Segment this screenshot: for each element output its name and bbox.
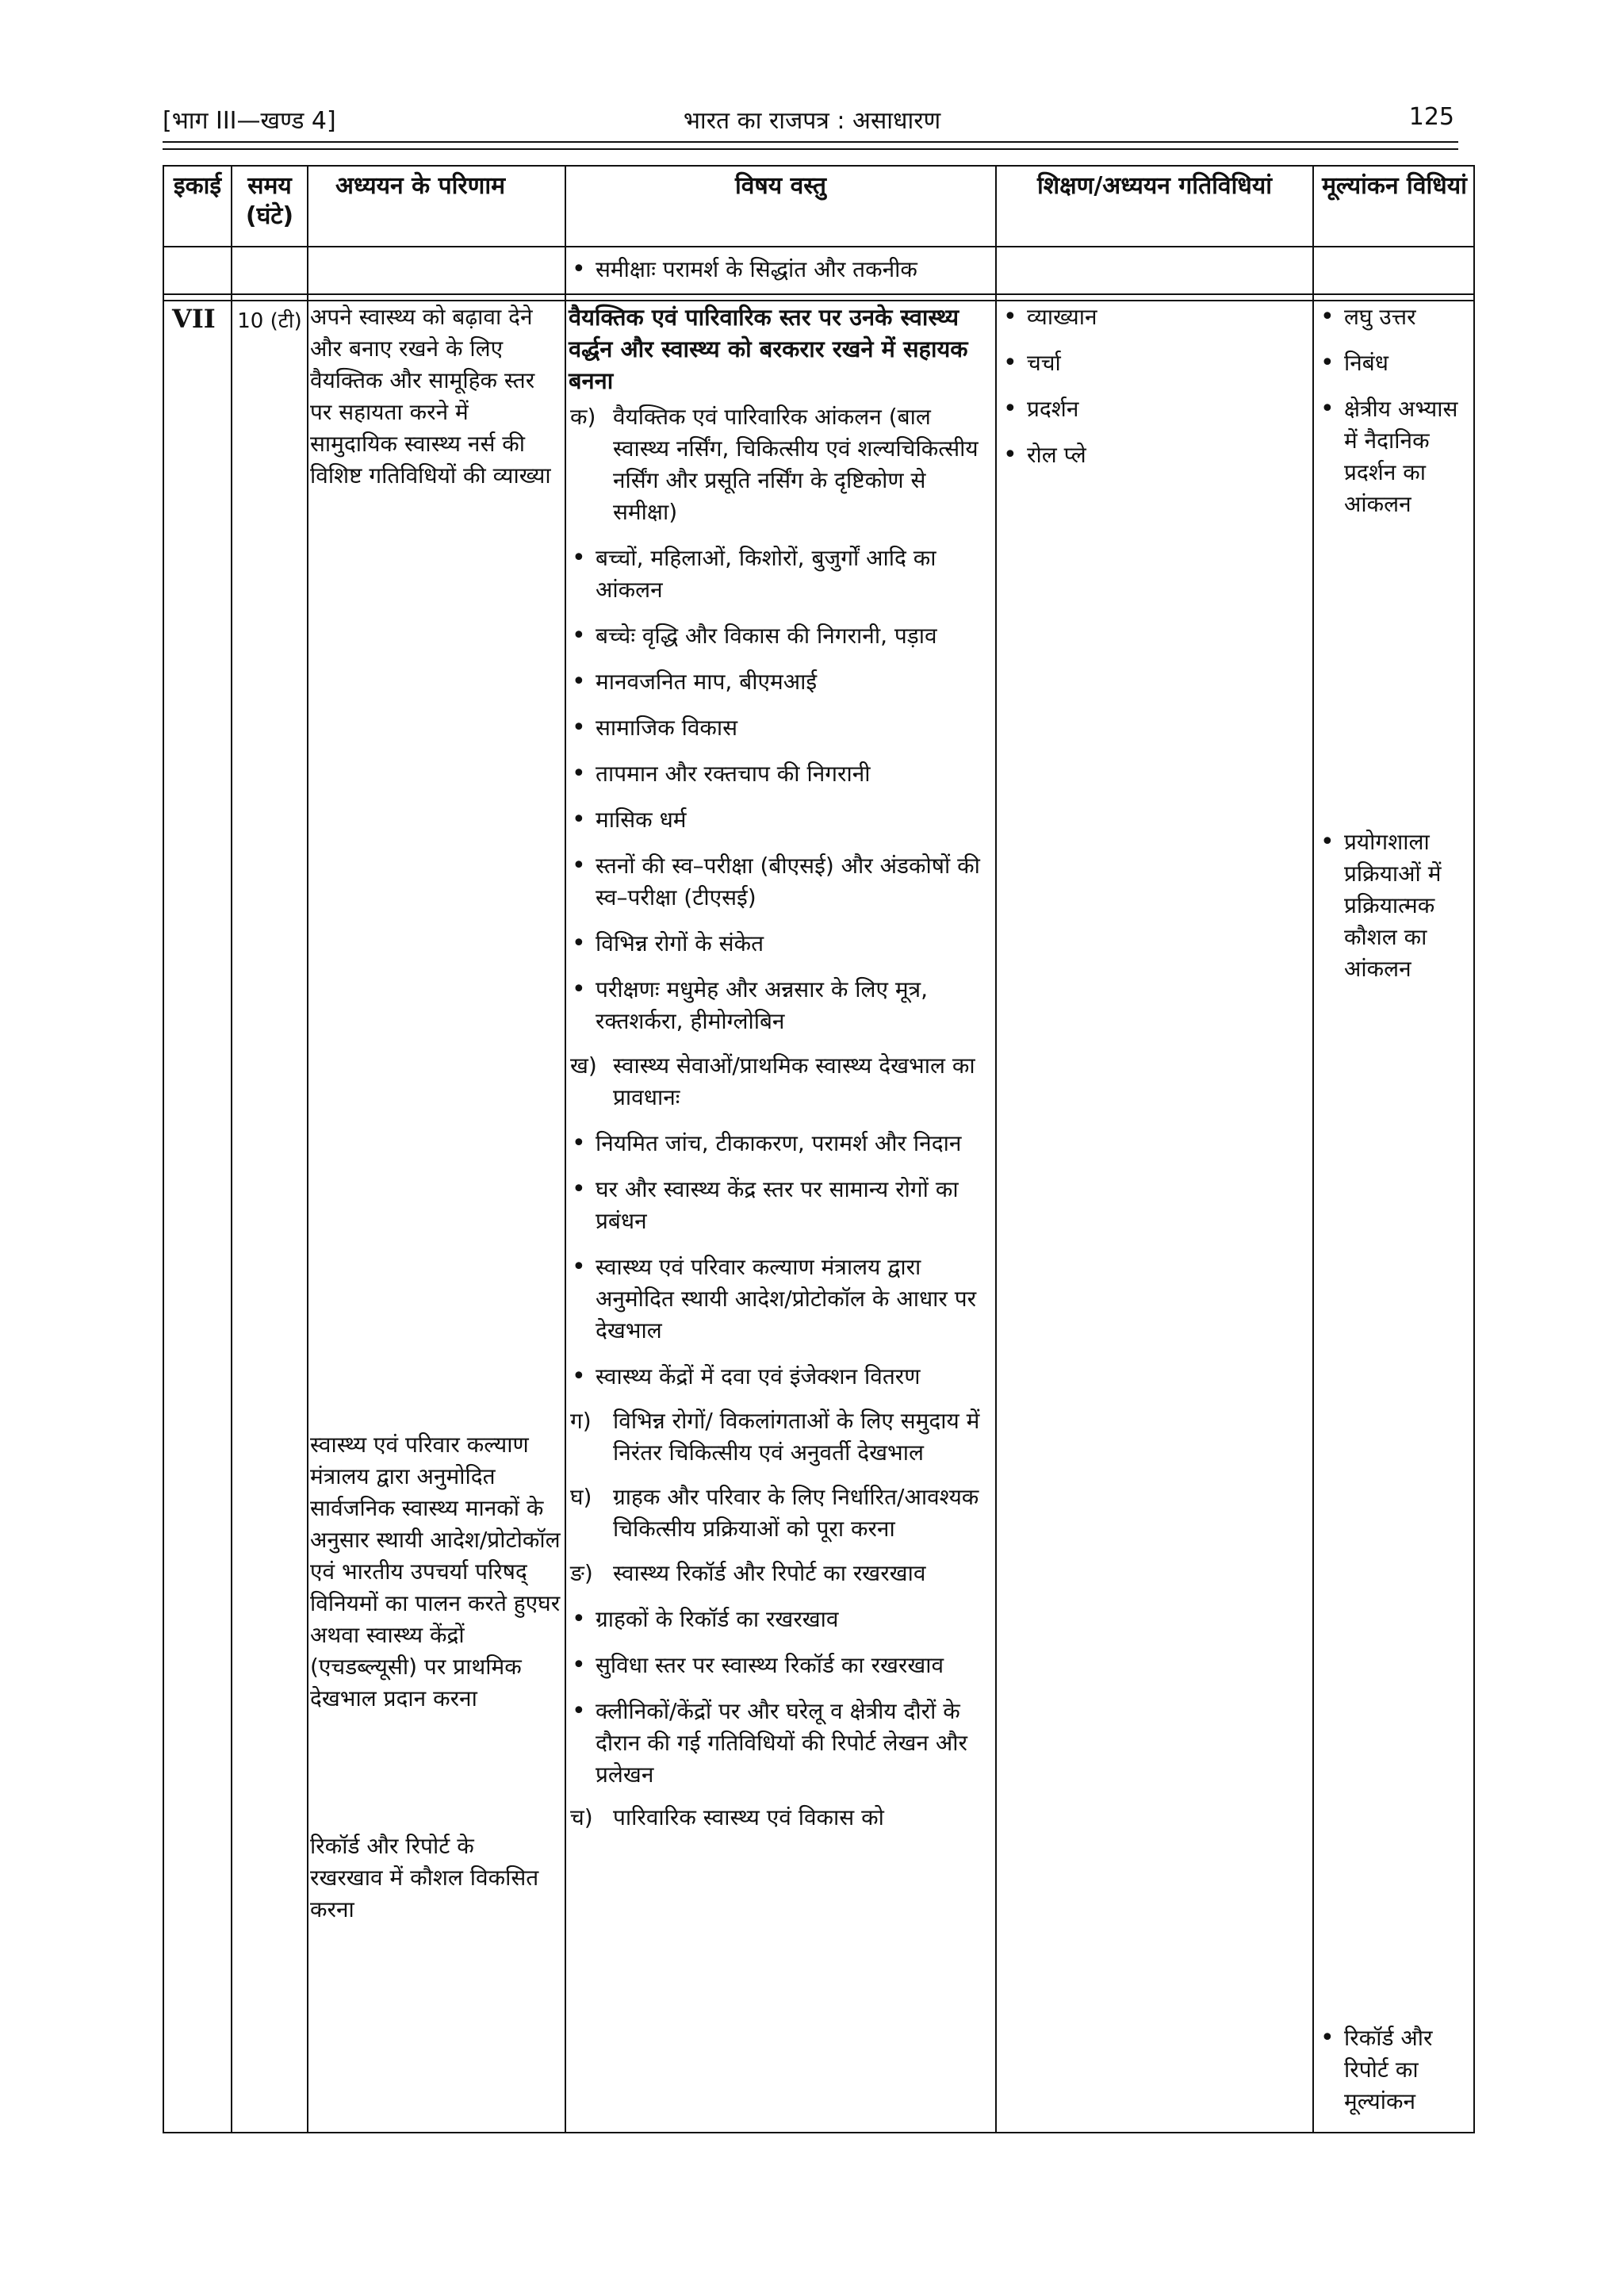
list-item: • क्षेत्रीय अभ्यास में नैदानिक प्रदर्शन का आंकलन: [1317, 393, 1473, 520]
page-number: 125: [1408, 103, 1454, 131]
content-item-a: [569, 401, 990, 528]
curriculum-table: [163, 165, 1475, 2133]
header-rule-top: [163, 141, 1458, 143]
content-e-list: [569, 1604, 990, 1791]
list-item: • स्तनों की स्व–परीक्षा (बीएसई) और अंडकोषों की स्व–परीक्षा (टीएसई): [569, 850, 990, 914]
gazette-title: भारत का राजपत्र : असाधारण: [683, 107, 941, 135]
list-item: • लघु उत्तर: [1317, 301, 1473, 333]
item-label: ग): [570, 1408, 592, 1434]
list-item: • बच्चेः वृद्धि और विकास की निगरानी, पड़ाव: [569, 620, 990, 652]
header-row-divider: [164, 246, 1473, 247]
list-item: • मानवजनित माप, बीएमआई: [569, 666, 990, 698]
carry-row-divider: [164, 293, 1473, 295]
col-header-activities: शिक्षण/अध्ययन गतिविधियां: [1036, 172, 1273, 200]
col-divider: [1312, 167, 1314, 2132]
list-item: • सुविधा स्तर पर स्वास्थ्य रिकॉर्ड का रखरखाव: [569, 1650, 990, 1681]
activities-column: [1000, 301, 1309, 471]
list-item: • बच्चों, महिलाओं, किशोरों, बुजुर्गों आदि का आंकलन: [569, 542, 990, 606]
evaluation-group-2: [1317, 826, 1473, 985]
part-section-label: [भाग III—खण्ड 4]: [163, 107, 336, 135]
list-item: • तापमान और रक्तचाप की निगरानी: [569, 758, 990, 790]
time-hours: 10 (टी): [237, 309, 302, 333]
list-item: • नियमित जांच, टीकाकरण, परामर्श और निदान: [569, 1128, 990, 1159]
outcome-2: स्वास्थ्य एवं परिवार कल्याण मंत्रालय द्वारा अनुमोदित सार्वजनिक स्वास्थ्य मानकों के अनुसार स्थायी आदेश/प्रोटोकॉल एवं भारतीय उपचर्या परिषद् विनियमों का पालन करते हुएघर अथवा स्वास्थ्य केंद्रों (एचडब्ल्यूसी) पर प्राथमिक देखभाल प्रदान करना: [310, 1432, 561, 1711]
item-text: विभिन्न रोगों/ विकलांगताओं के लिए समुदाय में निरंतर चिकित्सीय एवं अनुवर्ती देखभाल: [613, 1408, 980, 1466]
evaluation-group-1: [1317, 301, 1473, 520]
outcome-3: रिकॉर्ड और रिपोर्ट के रखरखाव में कौशल विकसित करना: [310, 1833, 539, 1922]
col-header-unit: इकाई: [173, 172, 222, 200]
content-item-b: [569, 1050, 990, 1114]
content-item-f: [569, 1802, 990, 1834]
content-item-d: [569, 1481, 990, 1545]
unit-number: VII: [172, 304, 216, 334]
content-a-list: [569, 542, 990, 1037]
list-item: • घर और स्वास्थ्य केंद्र स्तर पर सामान्य रोगों का प्रबंधन: [569, 1174, 990, 1237]
list-item: • निबंध: [1317, 347, 1473, 379]
list-item: • क्लीनिकों/केंद्रों पर और घरेलू व क्षेत्रीय दौरों के दौरान की गई गतिविधियों की रिपोर्ट लेखन और प्रलेखन: [569, 1696, 990, 1791]
item-label: क): [570, 404, 596, 430]
col-divider: [307, 167, 308, 2132]
col-divider: [995, 167, 997, 2132]
item-text: पारिवारिक स्वास्थ्य एवं विकास को: [613, 1804, 884, 1830]
col-header-evaluation: मूल्यांकन विधियां: [1322, 172, 1467, 200]
content-item-c: [569, 1405, 990, 1469]
list-item: • व्याख्यान: [1000, 301, 1309, 333]
list-item: • ग्राहकों के रिकॉर्ड का रखरखाव: [569, 1604, 990, 1635]
outcome-1: अपने स्वास्थ्य को बढ़ावा देने और बनाए रखने के लिए वैयक्तिक और सामूहिक स्तर पर सहायता करने में सामुदायिक स्वास्थ्य नर्स की विशिष्ट गतिविधियों की व्याख्या: [310, 304, 551, 489]
col-header-time: समय (घंटे): [245, 172, 294, 230]
list-item: • स्वास्थ्य केंद्रों में दवा एवं इंजेक्शन वितरण: [569, 1361, 990, 1393]
list-item: • रिकॉर्ड और रिपोर्ट का मूल्यांकन: [1317, 2022, 1473, 2118]
list-item: • सामाजिक विकास: [569, 712, 990, 744]
list-item: • रोल प्ले: [1000, 439, 1309, 471]
item-label: घ): [570, 1484, 592, 1510]
item-label: ङ): [570, 1560, 593, 1586]
item-text: स्वास्थ्य रिकॉर्ड और रिपोर्ट का रखरखाव: [613, 1560, 926, 1586]
content-column: [569, 301, 990, 1834]
list-item: • स्वास्थ्य एवं परिवार कल्याण मंत्रालय द्वारा अनुमोदित स्थायी आदेश/प्रोटोकॉल के आधार पर देखभाल: [569, 1251, 990, 1347]
header-rule-bottom: [163, 148, 1458, 150]
list-item: • प्रयोगशाला प्रक्रियाओं में प्रक्रियात्मक कौशल का आंकलन: [1317, 826, 1473, 985]
activities-list: [1000, 301, 1309, 471]
carry-over-content: [569, 254, 989, 286]
list-item: • चर्चा: [1000, 347, 1309, 379]
col-divider: [231, 167, 232, 2132]
item-text: ग्राहक और परिवार के लिए निर्धारित/आवश्यक चिकित्सीय प्रक्रियाओं को पूरा करना: [613, 1484, 979, 1542]
list-item: • प्रदर्शन: [1000, 393, 1309, 425]
list-item: • विभिन्न रोगों के संकेत: [569, 928, 990, 960]
item-text: वैयक्तिक एवं पारिवारिक आंकलन (बाल स्वास्थ्य नर्सिंग, चिकित्सीय एवं शल्यचिकित्सीय नर्सिंग और प्रसूति नर्सिंग के दृष्टिकोण से समीक्षा): [613, 404, 979, 525]
item-label: ख): [570, 1052, 597, 1079]
col-header-content: विषय वस्तु: [734, 172, 827, 200]
col-divider: [565, 167, 566, 2132]
list-item: • समीक्षाः परामर्श के सिद्धांत और तकनीक: [569, 254, 989, 286]
item-text: स्वास्थ्य सेवाओं/प्राथमिक स्वास्थ्य देखभाल का प्रावधानः: [613, 1052, 975, 1110]
content-item-e: [569, 1558, 990, 1589]
content-b-list: [569, 1128, 990, 1393]
item-label: च): [570, 1804, 593, 1830]
list-item: • मासिक धर्म: [569, 804, 990, 836]
evaluation-group-3: [1317, 2022, 1473, 2118]
content-title: वैयक्तिक एवं पारिवारिक स्तर पर उनके स्वास्थ्य वर्द्धन और स्वास्थ्य को बरकरार रखने में सहायक बनना: [569, 304, 968, 394]
list-item: • परीक्षणः मधुमेह और अन्नसार के लिए मूत्र, रक्तशर्करा, हीमोग्लोबिन: [569, 974, 990, 1037]
col-header-outcomes: अध्ययन के परिणाम: [335, 172, 506, 200]
